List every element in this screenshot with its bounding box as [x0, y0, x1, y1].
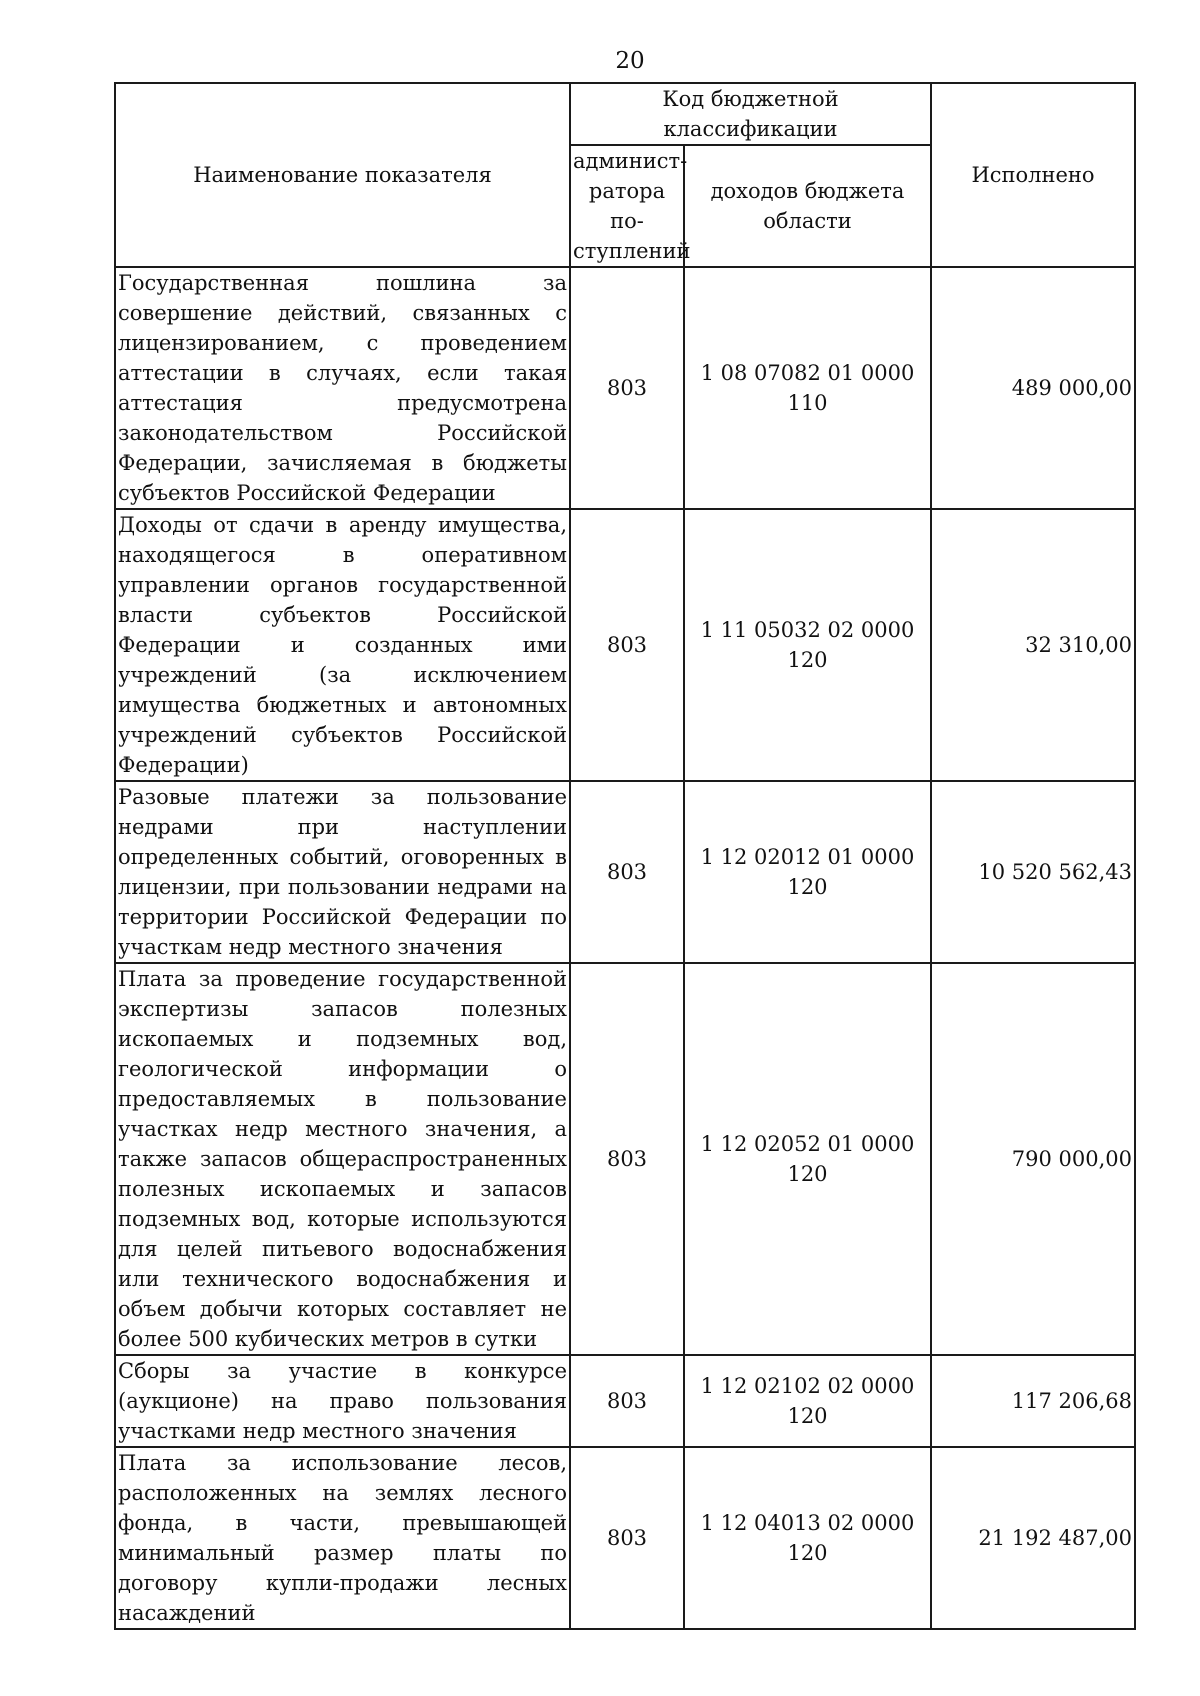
row-admin-code: 803	[570, 267, 684, 509]
row-indicator-name: Доходы от сдачи в аренду имущества, находящегося в оперативном управлении органов государственной власти субъектов Российской Федерации и созданных ими учреждений (за исключением имущества бюджетных и автономных учреждений субъектов Российской Федерации)	[115, 509, 570, 781]
row-admin-code: 803	[570, 1447, 684, 1629]
row-indicator-name: Плата за использование лесов, расположенных на землях лесного фонда, в части, превышающей минимальный размер платы по договору купли-продажи лесных насаждений	[115, 1447, 570, 1629]
header-executed: Исполнено	[931, 83, 1135, 267]
budget-revenue-table	[114, 82, 1136, 1630]
row-revenue-code: 1 12 02102 02 0000 120	[684, 1355, 931, 1447]
row-revenue-code: 1 08 07082 01 0000 110	[684, 267, 931, 509]
row-executed-amount: 489 000,00	[931, 267, 1135, 509]
row-indicator-name: Сборы за участие в конкурсе (аукционе) на право пользования участками недр местного значения	[115, 1355, 570, 1447]
header-budget-classification-code: Код бюджетной классификации	[570, 83, 931, 145]
row-indicator-name: Разовые платежи за пользование недрами при наступлении определенных событий, оговоренных в лицензии, при пользовании недрами на территории Российской Федерации по участкам недр местного значения	[115, 781, 570, 963]
header-row-1	[115, 83, 1135, 145]
table-row	[115, 1355, 1135, 1447]
row-executed-amount: 21 192 487,00	[931, 1447, 1135, 1629]
row-indicator-name: Плата за проведение государственной экспертизы запасов полезных ископаемых и подземных вод, геологической информации о предоставляемых в пользование участках недр местного значения, а также запасов общераспространенных полезных ископаемых и запасов подземных вод, которые используются для целей питьевого водоснабжения или технического водоснабжения и объем добычи которых составляет не более 500 кубических метров в сутки	[115, 963, 570, 1355]
page-number: 20	[615, 48, 645, 74]
row-admin-code: 803	[570, 509, 684, 781]
table-row	[115, 781, 1135, 963]
header-indicator-name: Наименование показателя	[115, 83, 570, 267]
row-revenue-code: 1 12 04013 02 0000 120	[684, 1447, 931, 1629]
row-executed-amount: 10 520 562,43	[931, 781, 1135, 963]
table-row	[115, 1447, 1135, 1629]
row-executed-amount: 32 310,00	[931, 509, 1135, 781]
row-executed-amount: 117 206,68	[931, 1355, 1135, 1447]
row-indicator-name: Государственная пошлина за совершение действий, связанных с лицензированием, с проведением аттестации в случаях, если такая аттестация предусмотрена законодательством Российской Федерации, зачисляемая в бюджеты субъектов Российской Федерации	[115, 267, 570, 509]
row-admin-code: 803	[570, 1355, 684, 1447]
row-revenue-code: 1 11 05032 02 0000 120	[684, 509, 931, 781]
row-revenue-code: 1 12 02012 01 0000 120	[684, 781, 931, 963]
table-row	[115, 509, 1135, 781]
table-row	[115, 267, 1135, 509]
row-executed-amount: 790 000,00	[931, 963, 1135, 1355]
table-row	[115, 963, 1135, 1355]
header-revenue-administrator: админист- ратора по- ступлений	[570, 145, 684, 267]
row-revenue-code: 1 12 02052 01 0000 120	[684, 963, 931, 1355]
row-admin-code: 803	[570, 781, 684, 963]
row-admin-code: 803	[570, 963, 684, 1355]
header-regional-budget-revenue: доходов бюджета области	[684, 145, 931, 267]
